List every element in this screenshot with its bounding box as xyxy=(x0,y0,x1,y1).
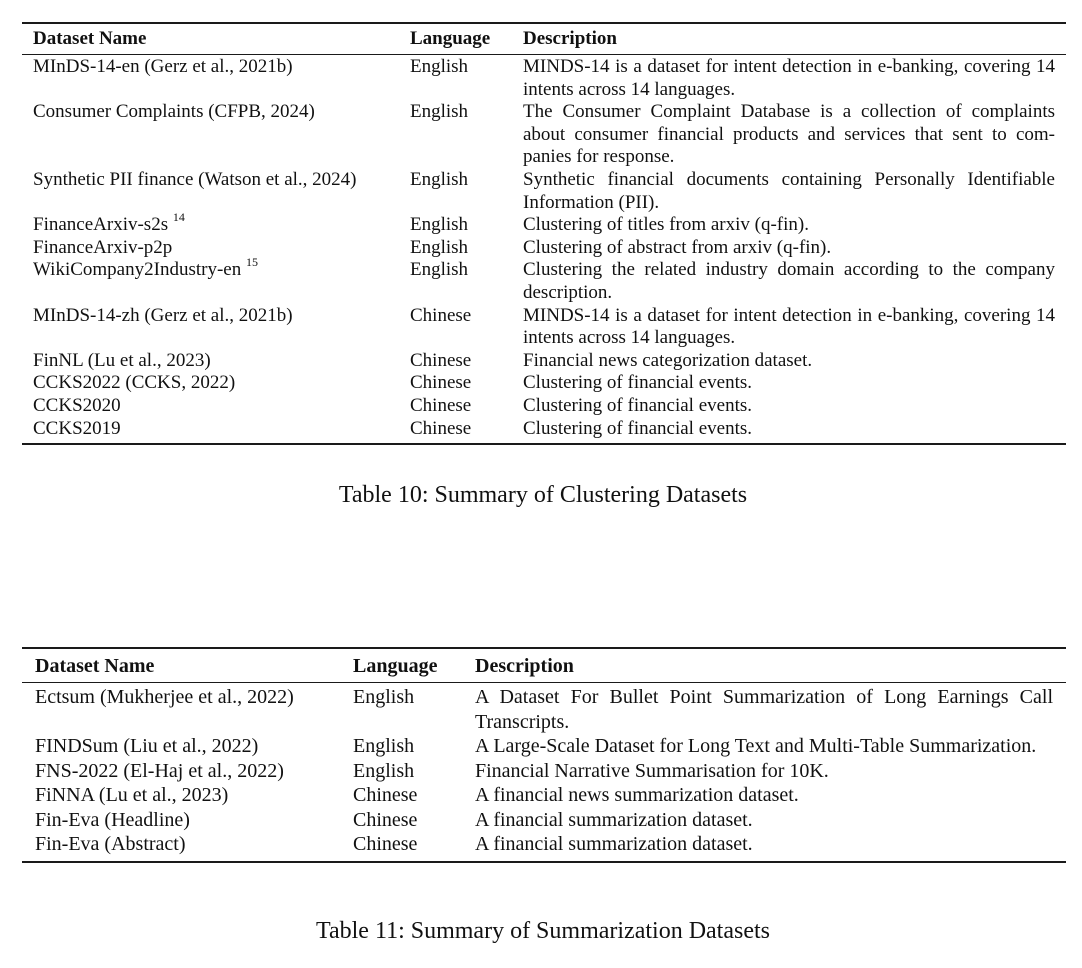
header-language: Language xyxy=(410,28,491,50)
table-row xyxy=(22,832,1066,857)
language-cell: English xyxy=(410,56,469,77)
table-row xyxy=(22,395,1066,418)
table-row xyxy=(22,169,1066,214)
table-row xyxy=(22,101,1066,169)
description-cell: A financial news summarization dataset. xyxy=(475,784,799,806)
language-cell: English xyxy=(353,686,415,708)
table-row xyxy=(22,734,1066,759)
bottom-rule xyxy=(22,443,1066,445)
dataset-name: WikiCompany2Industry-en xyxy=(33,259,242,281)
dataset-name-cell xyxy=(22,832,353,857)
dataset-name: FNS-2022 (El-Haj et al., 2022) xyxy=(35,759,284,782)
description-cell: A Dataset For Bullet Point Summarization of Long Earnings Call Transcripts. xyxy=(475,686,1053,733)
dataset-name-cell xyxy=(22,305,410,328)
description-cell: The Consumer Complaint Database is a collection of complaints about consumer financial products and services that sent to companies for response. xyxy=(523,101,1055,168)
dataset-name: Synthetic PII finance (Watson et al., 2024) xyxy=(33,168,357,190)
language-cell: Chinese xyxy=(410,394,472,416)
dataset-name: FinanceArxiv-s2s xyxy=(33,214,169,236)
dataset-name: MInDS-14-zh (Gerz et al., 2021b) xyxy=(33,304,293,326)
language-cell: English xyxy=(410,236,469,258)
table-row xyxy=(22,255,1066,304)
dataset-name: MInDS-14-en (Gerz et al., 2021b) xyxy=(33,56,293,77)
clustering-datasets-table xyxy=(22,22,1066,445)
description-cell: Clustering the related industry domain according to the company description. xyxy=(523,259,1055,303)
description-cell: Clustering of financial events. xyxy=(523,394,752,416)
dataset-name-cell xyxy=(22,209,410,237)
description-cell: Financial Narrative Summarisation for 10K. xyxy=(475,759,829,782)
dataset-name-cell xyxy=(22,685,353,710)
description-cell: Clustering of financial events. xyxy=(523,417,752,439)
language-cell: English xyxy=(410,168,469,190)
dataset-name-cell xyxy=(22,350,410,373)
dataset-name-cell xyxy=(22,783,353,808)
language-cell: English xyxy=(353,735,415,757)
language-cell: Chinese xyxy=(353,784,418,806)
description-cell: Financial news categorization dataset. xyxy=(523,349,813,371)
header-row xyxy=(22,649,1066,682)
language-cell: Chinese xyxy=(410,417,472,439)
dataset-name-cell xyxy=(22,808,353,833)
dataset-name-cell xyxy=(22,237,410,260)
table-row xyxy=(22,685,1066,734)
language-cell: English xyxy=(410,214,469,236)
dataset-name-cell xyxy=(22,395,410,418)
description-cell: A Large-Scale Dataset for Long Text and Multi-Table Summarization. xyxy=(475,735,1037,757)
table-row xyxy=(22,808,1066,833)
table-row xyxy=(22,372,1066,395)
language-cell: English xyxy=(410,259,469,281)
language-cell: English xyxy=(410,101,469,123)
dataset-name-cell xyxy=(22,101,410,124)
description-cell: Clustering of titles from arxiv (q-fin). xyxy=(523,214,809,236)
bottom-rule xyxy=(22,861,1066,863)
table-body xyxy=(22,55,1066,443)
description-cell: Clustering of financial events. xyxy=(523,372,752,394)
language-cell: English xyxy=(353,759,415,782)
description-cell: MINDS-14 is a dataset for intent detection in e-banking, covering 14 intents across 14 languages. xyxy=(523,56,1055,100)
summarization-datasets-table xyxy=(22,647,1066,863)
language-cell: Chinese xyxy=(353,833,418,855)
dataset-name: FINDSum (Liu et al., 2022) xyxy=(35,735,259,757)
header-dataset-name: Dataset Name xyxy=(33,28,147,50)
dataset-name-cell xyxy=(22,169,410,192)
dataset-name: CCKS2020 xyxy=(33,394,121,416)
table-row xyxy=(22,759,1066,784)
description-cell: MINDS-14 is a dataset for intent detection in e-banking, covering 14 intents across 14 languages. xyxy=(523,304,1055,349)
table-row xyxy=(22,305,1066,350)
table-row xyxy=(22,350,1066,373)
dataset-name: Ectsum (Mukherjee et al., 2022) xyxy=(35,686,294,708)
table-caption: Table 10: Summary of Clustering Datasets xyxy=(338,482,748,508)
table-row xyxy=(22,237,1066,260)
dataset-name: Fin-Eva (Abstract) xyxy=(35,833,186,855)
footnote-marker[interactable]: 14 xyxy=(172,209,185,224)
language-cell: Chinese xyxy=(410,304,472,326)
dataset-name: FinanceArxiv-p2p xyxy=(33,236,173,258)
table-row xyxy=(22,418,1066,441)
dataset-name-cell xyxy=(22,255,410,282)
description-cell: Synthetic financial documents containing Personally Identifiable Information (PII). xyxy=(523,168,1055,213)
dataset-name: Fin-Eva (Headline) xyxy=(35,808,190,831)
header-description: Description xyxy=(475,654,574,677)
table-caption: Table 11: Summary of Summarization Datasets xyxy=(316,918,770,944)
language-cell: Chinese xyxy=(410,372,472,394)
table-row xyxy=(22,783,1066,808)
dataset-name-cell xyxy=(22,734,353,759)
dataset-name: FinNL (Lu et al., 2023) xyxy=(33,349,211,371)
table-body xyxy=(22,683,1066,861)
dataset-name-cell xyxy=(22,372,410,395)
description-cell: A financial summarization dataset. xyxy=(475,833,753,855)
footnote-marker[interactable]: 15 xyxy=(245,255,258,270)
header-description: Description xyxy=(523,28,617,50)
description-cell: A financial summarization dataset. xyxy=(475,808,753,831)
description-cell: Clustering of abstract from arxiv (q-fin). xyxy=(523,236,832,258)
dataset-name-cell xyxy=(22,759,353,784)
dataset-name-cell xyxy=(22,418,410,441)
dataset-name: CCKS2019 xyxy=(33,417,121,439)
dataset-name: FiNNA (Lu et al., 2023) xyxy=(35,784,229,806)
dataset-name: CCKS2022 (CCKS, 2022) xyxy=(33,372,236,394)
language-cell: Chinese xyxy=(410,349,472,371)
header-row xyxy=(22,24,1066,54)
header-dataset-name: Dataset Name xyxy=(35,654,155,677)
table-row xyxy=(22,209,1066,237)
header-language: Language xyxy=(353,654,438,677)
dataset-name-cell xyxy=(22,56,410,79)
table-row xyxy=(22,56,1066,101)
dataset-name: Consumer Complaints (CFPB, 2024) xyxy=(33,101,315,123)
language-cell: Chinese xyxy=(353,808,418,831)
